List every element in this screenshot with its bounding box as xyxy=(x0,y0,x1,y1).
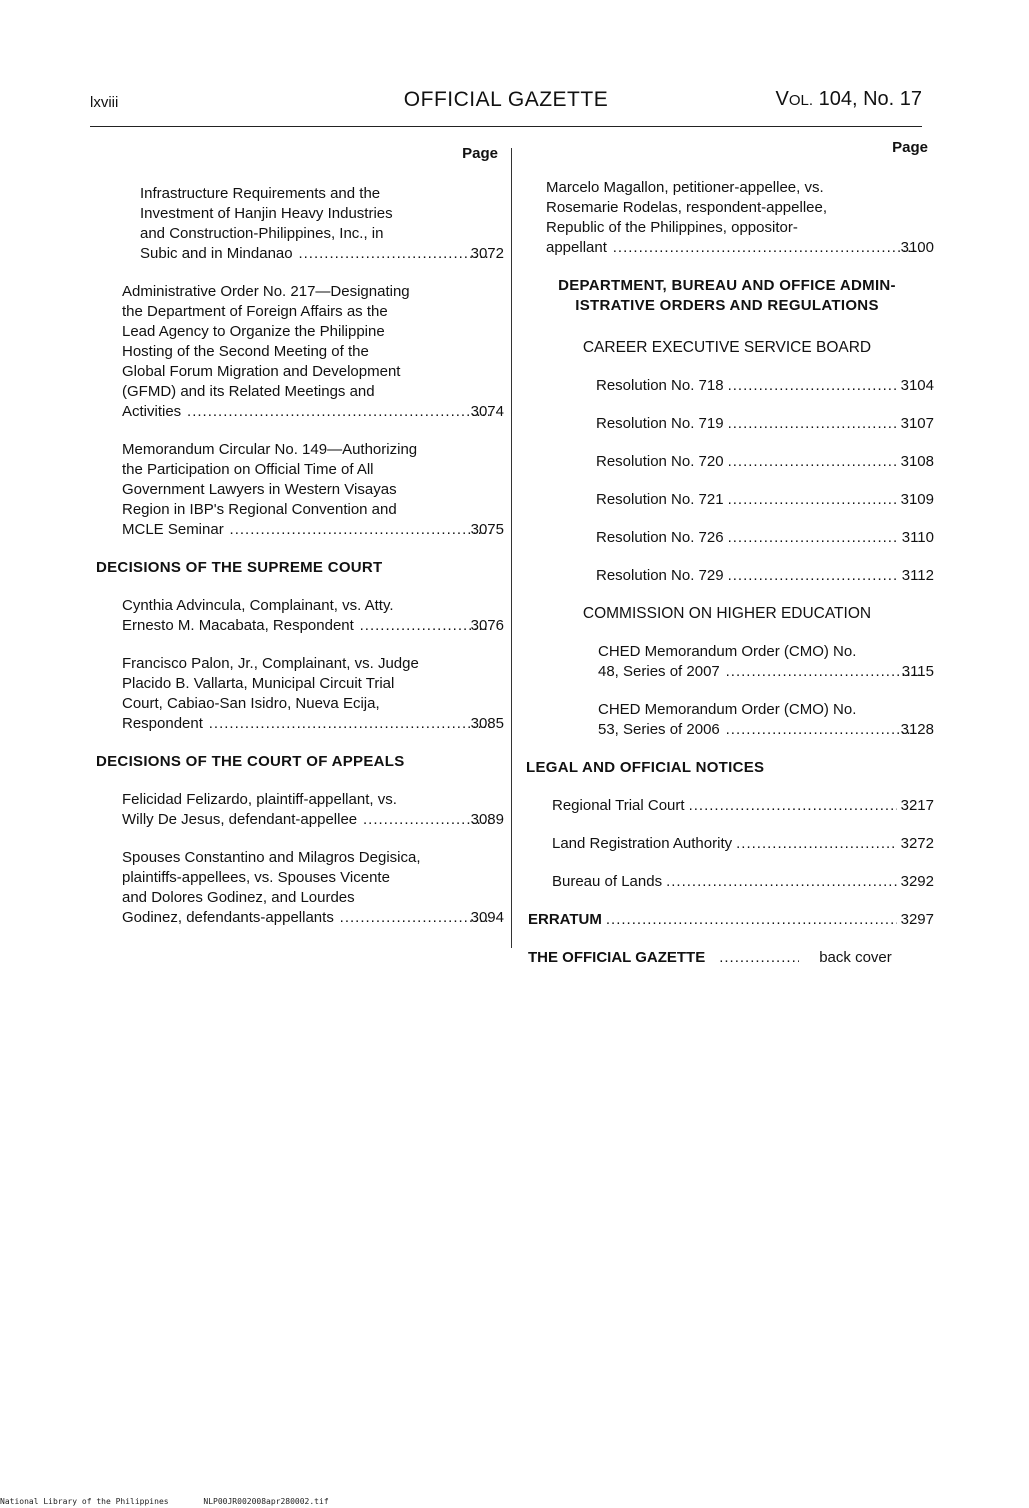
entry-line: the Participation on Official Time of All xyxy=(122,461,374,478)
page-header xyxy=(90,86,922,120)
entry-last-line xyxy=(596,528,934,548)
toc-entry-resolution xyxy=(596,490,934,510)
entry-line: and Dolores Godinez, and Lourdes xyxy=(122,889,355,906)
entry-line: Marcelo Magallon, petitioner-appellee, vs. xyxy=(546,179,824,196)
entry-line: Infrastructure Requirements and the xyxy=(140,185,381,202)
entry-last-line xyxy=(122,810,504,830)
entry-text: Resolution No. 726 xyxy=(596,529,724,546)
volume-prefix-initial: V xyxy=(775,88,789,110)
page-ref: 3104 xyxy=(900,377,934,394)
entry-line: and Construction-Philippines, Inc., in xyxy=(140,225,384,242)
entry-last-line xyxy=(552,872,934,892)
page-ref: 3292 xyxy=(900,873,934,890)
toc-entry-notice xyxy=(552,872,934,892)
dot-leader xyxy=(611,238,921,258)
entry-last-line xyxy=(140,244,504,264)
page-column-heading: Page xyxy=(892,139,928,156)
entry-line: Memorandum Circular No. 149—Authorizing xyxy=(122,441,418,458)
dot-leader xyxy=(297,244,491,264)
entry-line: Investment of Hanjin Heavy Industries xyxy=(140,205,393,222)
toc-entry-memo-circular-149 xyxy=(122,440,504,540)
dot-leader xyxy=(689,796,897,816)
page-ref: 3075 xyxy=(470,521,504,538)
entry-last-line xyxy=(528,910,934,930)
entry-last-line xyxy=(122,908,504,928)
entry-last-line xyxy=(598,720,934,740)
entry-last-line xyxy=(122,402,504,422)
toc-entry-resolution xyxy=(596,566,934,586)
toc-entry-degisica xyxy=(122,848,504,928)
entry-last-line xyxy=(122,520,504,540)
page-ref: 3272 xyxy=(900,835,934,852)
toc-entry-felizardo xyxy=(122,790,504,830)
page-column-heading: Page xyxy=(462,145,498,162)
page-ref: 3115 xyxy=(901,663,934,680)
left-column xyxy=(96,144,504,946)
scan-footer xyxy=(0,1497,359,1506)
entry-line: Spouses Constantino and Milagros Degisica, xyxy=(122,849,421,866)
entry-last-line xyxy=(528,948,934,968)
entry-last-line xyxy=(596,452,934,472)
entry-last-line xyxy=(596,376,934,396)
library-credit: National Library of the Philippines xyxy=(0,1497,169,1506)
dot-leader xyxy=(228,520,491,540)
page-ref: 3100 xyxy=(900,239,934,256)
toc-entry-resolution xyxy=(596,528,934,548)
page-ref: back cover xyxy=(819,949,892,966)
entry-last-line xyxy=(596,414,934,434)
header-rule xyxy=(90,126,922,127)
dot-leader xyxy=(724,720,921,740)
entry-last-line xyxy=(122,616,504,636)
entry-line: Placido B. Vallarta, Municipal Circuit Trial xyxy=(122,675,395,692)
toc-entry-infrastructure xyxy=(140,184,504,264)
volume-number: 104, No. 17 xyxy=(813,88,922,110)
dot-leader xyxy=(736,834,897,854)
dot-leader xyxy=(728,566,898,586)
entry-text: Bureau of Lands xyxy=(552,873,663,890)
page-ref: 3107 xyxy=(900,415,934,432)
entry-line: Cynthia Advincula, Complainant, vs. Atty. xyxy=(122,597,394,614)
entry-text: Resolution No. 721 xyxy=(596,491,724,508)
dot-leader xyxy=(185,402,490,422)
page-ref: 3089 xyxy=(470,811,504,828)
page-ref: 3094 xyxy=(470,909,504,926)
section-heading-legal-notices: LEGAL AND OFFICIAL NOTICES xyxy=(526,759,765,776)
page-number-roman: lxviii xyxy=(90,94,119,111)
entry-text: Godinez, defendants-appellants xyxy=(122,909,334,926)
toc-entry-advincula xyxy=(122,596,504,636)
dot-leader xyxy=(728,528,898,548)
toc-entry-admin-order-217 xyxy=(122,282,504,422)
toc-entry-resolution xyxy=(596,376,934,396)
entry-line: the Department of Foreign Affairs as the xyxy=(122,303,388,320)
toc-entry-official-gazette xyxy=(528,948,934,968)
page-ref: 3112 xyxy=(901,567,934,584)
toc-entry-erratum xyxy=(528,910,934,930)
dot-leader xyxy=(728,452,897,472)
page-ref: 3109 xyxy=(900,491,934,508)
subsection-heading-ched: COMMISSION ON HIGHER EDUCATION xyxy=(582,605,872,622)
entry-line: Administrative Order No. 217—Designating xyxy=(122,283,410,300)
entry-text: Resolution No. 720 xyxy=(596,453,724,470)
entry-line: Government Lawyers in Western Visayas xyxy=(122,481,397,498)
toc-entry-magallon xyxy=(546,178,934,258)
entry-text: Resolution No. 718 xyxy=(596,377,724,394)
entry-line: Region in IBP's Regional Convention and xyxy=(122,501,397,518)
entry-text: Resolution No. 729 xyxy=(596,567,724,584)
entry-line: Hosting of the Second Meeting of the xyxy=(122,343,369,360)
toc-entry-resolution xyxy=(596,414,934,434)
entry-line: CHED Memorandum Order (CMO) No. xyxy=(598,643,857,660)
entry-text: Land Registration Authority xyxy=(552,835,733,852)
dot-leader xyxy=(207,714,491,734)
column-divider xyxy=(511,148,512,948)
publication-title: OFFICIAL GAZETTE xyxy=(403,88,609,111)
volume-issue xyxy=(776,88,923,111)
entry-line: plaintiffs-appellees, vs. Spouses Vicente xyxy=(122,869,390,886)
page-ref: 3076 xyxy=(470,617,504,634)
toc-entry-resolution xyxy=(596,452,934,472)
page-ref: 3085 xyxy=(470,715,504,732)
entry-text: appellant xyxy=(546,239,607,256)
subsection-heading-cesb: CAREER EXECUTIVE SERVICE BOARD xyxy=(582,339,872,356)
entry-text: Subic and in Mindanao xyxy=(140,245,293,262)
entry-last-line xyxy=(596,566,934,586)
entry-line: Felicidad Felizardo, plaintiff-appellant, vs. xyxy=(122,791,397,808)
entry-last-line xyxy=(596,490,934,510)
entry-text: Willy De Jesus, defendant-appellee xyxy=(122,811,358,828)
entry-last-line xyxy=(546,238,934,258)
entry-text: Regional Trial Court xyxy=(552,797,685,814)
entry-last-line xyxy=(122,714,504,734)
entry-text: Resolution No. 719 xyxy=(596,415,724,432)
toc-entry-ched-cmo-48 xyxy=(598,642,934,682)
page-ref: 3074 xyxy=(470,403,504,420)
dot-leader xyxy=(728,414,897,434)
entry-line: Court, Cabiao-San Isidro, Nueva Ecija, xyxy=(122,695,380,712)
section-heading-court-of-appeals: DECISIONS OF THE COURT OF APPEALS xyxy=(96,753,405,770)
section-heading-line: DEPARTMENT, BUREAU AND OFFICE ADMIN- xyxy=(558,277,896,294)
toc-entry-palon xyxy=(122,654,504,734)
page-ref: 3217 xyxy=(900,797,934,814)
dot-leader xyxy=(728,376,897,396)
entry-last-line xyxy=(552,834,934,854)
entry-text: THE OFFICIAL GAZETTE xyxy=(528,949,706,966)
page-ref: 3297 xyxy=(900,911,934,928)
section-heading-department-orders xyxy=(520,276,934,316)
entry-text: ERRATUM xyxy=(528,911,602,928)
page-ref: 3108 xyxy=(900,453,934,470)
entry-text: 48, Series of 2007 xyxy=(598,663,720,680)
entry-line: CHED Memorandum Order (CMO) No. xyxy=(598,701,857,718)
entry-line: Global Forum Migration and Development xyxy=(122,363,401,380)
dot-leader xyxy=(728,490,897,510)
section-heading-line: ISTRATIVE ORDERS AND REGULATIONS xyxy=(575,297,879,314)
page-ref: 3072 xyxy=(470,245,504,262)
dot-leader xyxy=(666,872,897,892)
entry-line: (GFMD) and its Related Meetings and xyxy=(122,383,375,400)
entry-line: Rosemarie Rodelas, respondent-appellee, xyxy=(546,199,828,216)
entry-text: Respondent xyxy=(122,715,203,732)
entry-line: Francisco Palon, Jr., Complainant, vs. Judge xyxy=(122,655,419,672)
toc-entry-notice xyxy=(552,834,934,854)
page-ref: 3128 xyxy=(900,721,934,738)
entry-last-line xyxy=(552,796,934,816)
right-column xyxy=(520,138,934,986)
toc-entry-ched-cmo-53 xyxy=(598,700,934,740)
entry-line: Lead Agency to Organize the Philippine xyxy=(122,323,385,340)
dot-leader xyxy=(719,948,799,968)
entry-text: 53, Series of 2006 xyxy=(598,721,720,738)
page-ref: 3110 xyxy=(901,529,934,546)
dot-leader xyxy=(338,908,491,928)
dot-leader xyxy=(606,910,897,930)
section-heading-supreme-court: DECISIONS OF THE SUPREME COURT xyxy=(96,559,383,576)
entry-line: Republic of the Philippines, oppositor- xyxy=(546,219,798,236)
entry-text: Ernesto M. Macabata, Respondent xyxy=(122,617,354,634)
entry-text: MCLE Seminar xyxy=(122,521,224,538)
entry-last-line xyxy=(598,662,934,682)
entry-text: Activities xyxy=(122,403,182,420)
volume-prefix-rest: OL. xyxy=(788,92,814,109)
toc-entry-notice xyxy=(552,796,934,816)
scan-filename: NLP00JR002008apr280002.tif xyxy=(203,1497,329,1506)
dot-leader xyxy=(724,662,922,682)
